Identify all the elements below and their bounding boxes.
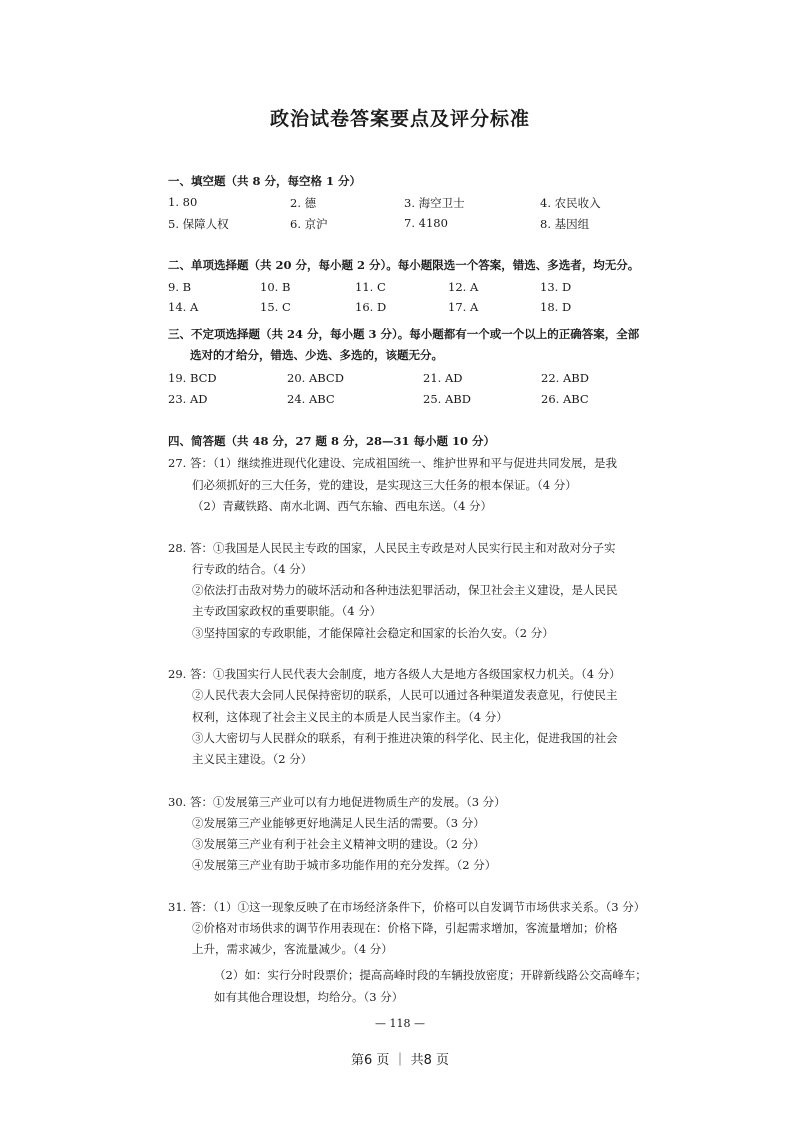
q31-line: （2）如：实行分时段票价；提高高峰时段的车辆投放密度；开辟新线路公交高峰车； bbox=[214, 968, 647, 982]
answer-cell: 22. ABD bbox=[541, 371, 589, 385]
section-4-heading: 四、简答题（共 48 分，27 题 8 分，28—31 每小题 10 分） bbox=[168, 434, 496, 448]
page-footer: 第6 页 ｜ 共8 页 bbox=[350, 1053, 450, 1068]
answer-cell: 26. ABC bbox=[541, 392, 589, 406]
answer-cell: 1. 80 bbox=[168, 195, 198, 209]
answer-cell: 13. D bbox=[540, 280, 572, 294]
answer-cell: 3. 海空卫士 bbox=[404, 196, 465, 210]
answer-cell: 10. B bbox=[260, 280, 291, 294]
answer-cell: 4. 农民收入 bbox=[540, 196, 601, 210]
answer-cell: 19. BCD bbox=[168, 371, 217, 385]
answer-cell: 8. 基因组 bbox=[540, 217, 590, 231]
q28-line: 主专政国家政权的重要职能。（4 分） bbox=[192, 604, 382, 618]
answer-cell: 23. AD bbox=[168, 392, 208, 406]
answer-cell: 12. A bbox=[448, 280, 479, 294]
answer-cell: 9. B bbox=[168, 280, 192, 294]
q28-line: ③坚持国家的专政职能，才能保障社会稳定和国家的长治久安。（2 分） bbox=[192, 626, 554, 640]
answer-cell: 2. 德 bbox=[290, 196, 317, 210]
q27-line: 们必须抓好的三大任务，党的建设，是实现这三大任务的根本保证。（4 分） bbox=[192, 478, 577, 492]
answer-cell: 17. A bbox=[448, 300, 479, 314]
answer-cell: 6. 京沪 bbox=[290, 217, 328, 231]
answer-cell: 24. ABC bbox=[287, 392, 335, 406]
section-3-heading-cont: 选对的才给分，错选、少选、多选的，该题无分。 bbox=[190, 348, 443, 362]
q27-line: 27. 答：（1）继续推进现代化建设、完成祖国统一、维护世界和平与促进共同发展，是我 bbox=[168, 456, 618, 470]
q30-line: ②发展第三产业能够更好地满足人民生活的需要。（3 分） bbox=[192, 816, 485, 830]
answer-cell: 15. C bbox=[260, 300, 291, 314]
answer-cell: 14. A bbox=[168, 300, 199, 314]
answer-cell: 25. ABD bbox=[423, 392, 471, 406]
q28-line: 28. 答：①我国是人民民主专政的国家，人民民主专政是对人民实行民主和对敌对分子实 bbox=[168, 541, 616, 555]
q30-line: ③发展第三产业有利于社会主义精神文明的建设。（2 分） bbox=[192, 837, 485, 851]
q28-line: 行专政的结合。（4 分） bbox=[192, 562, 313, 576]
q29-line: 29. 答：①我国实行人民代表大会制度，地方各级人大是地方各级国家权力机关。（4 分） bbox=[168, 667, 621, 681]
section-3-heading: 三、不定项选择题（共 24 分，每小题 3 分）。每小题都有一个或一个以上的正确答案，全部 bbox=[168, 327, 640, 341]
page-title: 政治试卷答案要点及评分标准 bbox=[269, 108, 530, 130]
q29-line: 权利，这体现了社会主义民主的本质是人民当家作主。（4 分） bbox=[192, 710, 508, 724]
q31-line: 上升，需求减少，客流量减少。（4 分） bbox=[192, 942, 393, 956]
section-1-heading: 一、填空题（共 8 分，每空格 1 分） bbox=[168, 174, 362, 188]
q30-line: 30. 答：①发展第三产业可以有力地促进物质生产的发展。（3 分） bbox=[168, 795, 506, 809]
q31-line: 如有其他合理设想，均给分。（3 分） bbox=[214, 990, 404, 1004]
q31-line: 31. 答：（1）①这一现象反映了在市场经济条件下，价格可以自发调节市场供求关系。（3 分） bbox=[168, 900, 646, 914]
q29-line: ③人大密切与人民群众的联系，有利于推进决策的科学化、民主化，促进我国的社会 bbox=[192, 731, 618, 745]
q27-line: （2）青藏铁路、南水北调、西气东输、西电东送。（4 分） bbox=[192, 499, 493, 513]
printed-page-number: — 118 — bbox=[375, 1017, 425, 1030]
q31-line: ②价格对市场供求的调节作用表现在：价格下降，引起需求增加，客流量增加；价格 bbox=[192, 921, 618, 935]
q29-line: ②人民代表大会同人民保持密切的联系，人民可以通过各种渠道发表意见，行使民主 bbox=[192, 688, 618, 702]
section-2-heading: 二、单项选择题（共 20 分，每小题 2 分）。每小题限选一个答案，错选、多选者，均无分。 bbox=[168, 258, 640, 272]
answer-cell: 5. 保障人权 bbox=[168, 217, 229, 231]
answer-cell: 7. 4180 bbox=[404, 216, 448, 230]
q28-line: ②依法打击敌对势力的破坏活动和各种违法犯罪活动，保卫社会主义建设，是人民民 bbox=[192, 583, 618, 597]
answer-cell: 16. D bbox=[355, 300, 387, 314]
q29-line: 主义民主建设。（2 分） bbox=[192, 752, 313, 766]
answer-cell: 18. D bbox=[540, 300, 572, 314]
q30-line: ④发展第三产业有助于城市多功能作用的充分发挥。（2 分） bbox=[192, 858, 497, 872]
answer-cell: 11. C bbox=[355, 280, 386, 294]
answer-cell: 21. AD bbox=[423, 371, 463, 385]
answer-cell: 20. ABCD bbox=[287, 371, 344, 385]
